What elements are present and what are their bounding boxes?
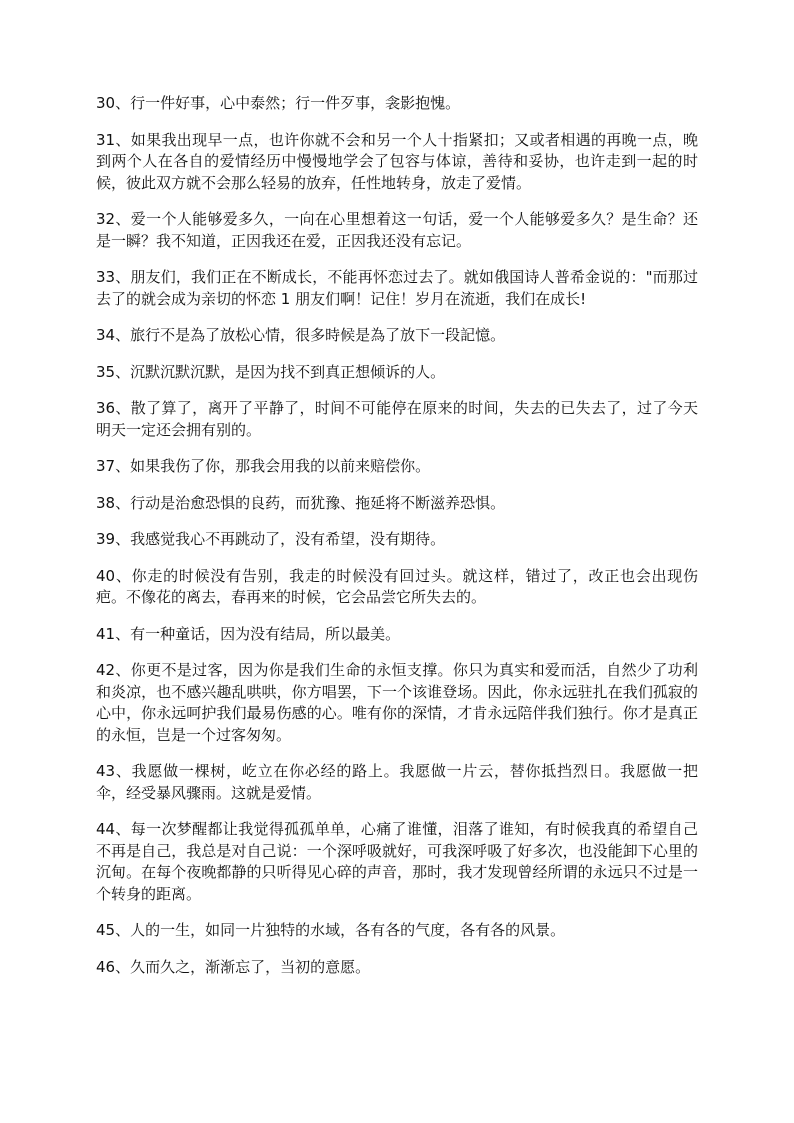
paragraph-35: 35、沉默沉默沉默，是因为找不到真正想倾诉的人。 xyxy=(96,362,446,381)
paragraph-42: 42、你更不是过客，因为你是我们生命的永恒支撑。你只为真实和爱而活，自然少了功利和炎凉，也不感兴趣乱哄哄，你方唱罢，下一个该谁登场。因此，你永远驻扎在我们孤寂的心中，你永远呵护我们最易伤感的心。唯有你的深情，才肯永远陪伴我们独行。你才是真正的永恒，岂是一个过客匆匆。 xyxy=(96,661,698,744)
paragraph-32: 32、爱一个人能够爱多久，一向在心里想着这一句话，爱一个人能够爱多久？是生命？还是一瞬？我不知道，正因我还在爱，正因我还没有忘记。 xyxy=(96,210,698,250)
paragraph-38: 38、行动是治愈恐惧的良药，而犹豫、拖延将不断滋养恐惧。 xyxy=(96,493,506,512)
paragraph-41: 41、有一种童话，因为没有结局，所以最美。 xyxy=(96,624,401,643)
document-body xyxy=(96,93,698,993)
paragraph-36: 36、散了算了，离开了平静了，时间不可能停在原来的时间，失去的已失去了，过了今天明天一定还会拥有别的。 xyxy=(96,399,698,439)
paragraph-30: 30、行一件好事，心中泰然；行一件歹事，衾影抱愧。 xyxy=(96,94,461,112)
paragraph-31: 31、如果我出现早一点，也许你就不会和另一个人十指紧扣；又或者相遇的再晚一点，晚到两个人在各自的爱情经历中慢慢地学会了包容与体谅，善待和妥协，也许走到一起的时候，彼此双方就不会那么轻易的放弃，任性地转身，放走了爱情。 xyxy=(96,130,698,192)
paragraph-37: 37、如果我伤了你，那我会用我的以前来赔偿你。 xyxy=(96,457,431,475)
paragraph-39: 39、我感觉我心不再跳动了，没有希望，没有期待。 xyxy=(96,530,446,548)
paragraph-45: 45、人的一生，如同一片独特的水域，各有各的气度，各有各的风景。 xyxy=(96,921,566,939)
paragraph-46: 46、久而久之，渐渐忘了，当初的意愿。 xyxy=(96,957,371,976)
paragraph-44: 44、每一次梦醒都让我觉得孤孤单单，心痛了谁懂，泪落了谁知，有时候我真的希望自己不再是自己，我总是对自己说：一个深呼吸就好，可我深呼吸了好多次，也没能卸下心里的沉甸。在每个夜晚都静的只听得见心碎的声音，那时，我才发现曾经所谓的永远只不过是一个转身的距离。 xyxy=(96,820,698,903)
paragraph-43: 43、我愿做一棵树，屹立在你必经的路上。我愿做一片云，替你抵挡烈日。我愿做一把伞，经受暴风骤雨。这就是爱情。 xyxy=(96,762,698,802)
paragraph-33: 33、朋友们，我们正在不断成长，不能再怀恋过去了。就如俄国诗人普希金说的："而那过去了的就会成为亲切的怀恋 1 朋友们啊！记住！岁月在流逝，我们在成长! xyxy=(96,268,698,308)
paragraph-40: 40、你走的时候没有告别，我走的时候没有回过头。就这样，错过了，改正也会出现伤疤。不像花的离去，春再来的时候，它会品尝它所失去的。 xyxy=(96,566,698,606)
paragraph-34: 34、旅行不是為了放松心情，很多時候是為了放下一段記憶。 xyxy=(96,326,506,344)
